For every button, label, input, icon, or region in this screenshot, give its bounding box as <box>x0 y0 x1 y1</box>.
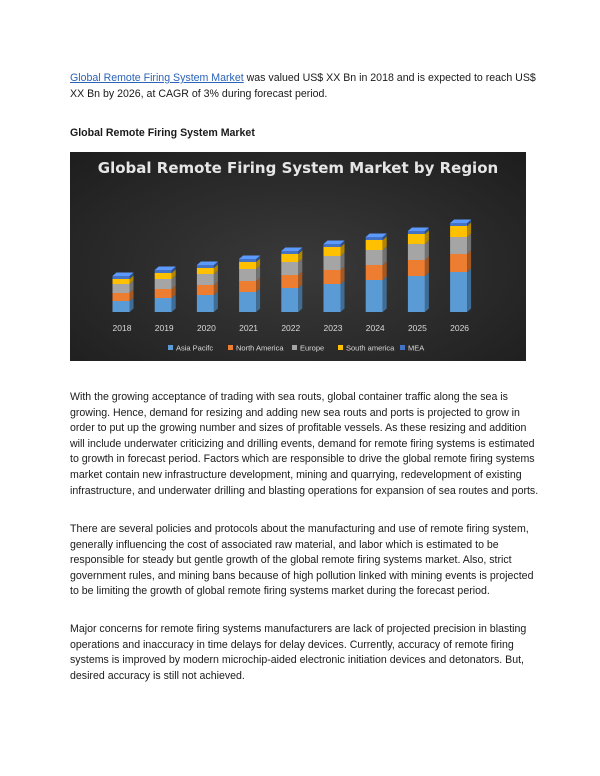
legend-label: Asia Pacifc <box>176 343 214 353</box>
market-report-link[interactable]: Global Remote Firing System Market <box>70 72 244 84</box>
legend-label: Europe <box>300 343 325 353</box>
regional-market-chart <box>70 152 526 361</box>
section-title: Global Remote Firing System Market <box>70 127 255 139</box>
chart-legend <box>168 344 424 353</box>
x-tick-label-2024: 2024 <box>365 323 385 333</box>
bar-column-2025 <box>408 228 429 313</box>
bar-segment-2024-asia-pacifc <box>366 277 387 313</box>
bar-segment-2023-asia-pacifc <box>324 281 345 313</box>
x-tick-label-2018: 2018 <box>112 323 132 333</box>
legend-swatch <box>292 345 297 350</box>
legend-label: South america <box>346 343 395 353</box>
bar-column-2026 <box>450 220 471 313</box>
bar-column-2022 <box>281 248 302 313</box>
chart-title: Global Remote Firing System Market by Region <box>97 159 499 177</box>
legend-item-south-america <box>338 344 395 353</box>
intro-paragraph <box>70 70 540 102</box>
bars-layer <box>113 220 472 313</box>
legend-swatch <box>338 345 343 350</box>
bar-segment-2025-asia-pacifc <box>408 273 429 313</box>
bar-segment-2021-asia-pacifc <box>239 289 260 313</box>
bar-column-2020 <box>197 262 218 313</box>
bar-column-2018 <box>113 273 134 313</box>
legend-item-europe <box>292 344 324 353</box>
legend-label: North America <box>236 343 284 353</box>
legend-item-mea <box>400 344 424 353</box>
bar-column-2019 <box>155 267 176 313</box>
x-tick-label-2025: 2025 <box>407 323 427 333</box>
legend-swatch <box>228 345 233 350</box>
paragraph-trade-demand: With the growing acceptance of trading with sea routs, global container traffic along the sea is growing. Hence, demand for resizing and adding new sea routs and ports is projected to grow in order to put up the growing number and sizes of profitable vessels. As these resizing and addition will include underwater criticizing and drilling events, demand for remote firing systems is estimated to growth in forecast period. Factors which are responsible to drive the global remote firing systems market contain new infrastructure development, mining and quarrying, redevelopment of existing infrastructure, and underwater drilling and blasting operations for expansion of sea routes and ports. <box>70 391 539 497</box>
x-tick-label-2022: 2022 <box>281 323 301 333</box>
bar-column-2024 <box>366 234 387 313</box>
legend-label: MEA <box>408 343 425 353</box>
legend-swatch <box>400 345 405 350</box>
x-tick-label-2026: 2026 <box>450 323 470 333</box>
chart-canvas <box>70 152 526 361</box>
paragraph-concerns: Major concerns for remote firing systems manufacturers are lack of projected precision in blasting operations and inaccuracy in time delays for delay devices. Currently, accuracy of remote firing systems is improved by modern microchip-aided electronic initiation devices and detonators. But, desired accuracy is still not achieved. <box>70 623 527 682</box>
legend-item-north-america <box>228 344 284 353</box>
legend-item-asia-pacifc <box>168 344 213 353</box>
bar-segment-2026-asia-pacifc <box>450 269 471 313</box>
legend-swatch <box>168 345 173 350</box>
x-axis-labels <box>113 323 470 333</box>
x-tick-label-2023: 2023 <box>323 323 343 333</box>
x-tick-label-2020: 2020 <box>196 323 216 333</box>
bar-segment-2022-asia-pacifc <box>281 285 302 313</box>
x-tick-label-2019: 2019 <box>154 323 174 333</box>
intro-text: was valued US$ XX Bn in 2018 and is expected to reach US$ XX Bn by 2026, at CAGR of 3% during forecast period. <box>70 72 536 100</box>
bar-column-2021 <box>239 256 260 313</box>
x-tick-label-2021: 2021 <box>239 323 259 333</box>
paragraph-policies: There are several policies and protocols about the manufacturing and use of remote firing system, generally influencing the cost of associated raw material, and labor which is estimated to be responsible for steady but gentle growth of the global remote firing systems market. Also, strict government rules, and mining bans because of high pollution linked with mining events is projected to be limiting the growth of global remote firing systems market during the forecast period. <box>70 523 534 598</box>
bar-column-2023 <box>324 241 345 313</box>
